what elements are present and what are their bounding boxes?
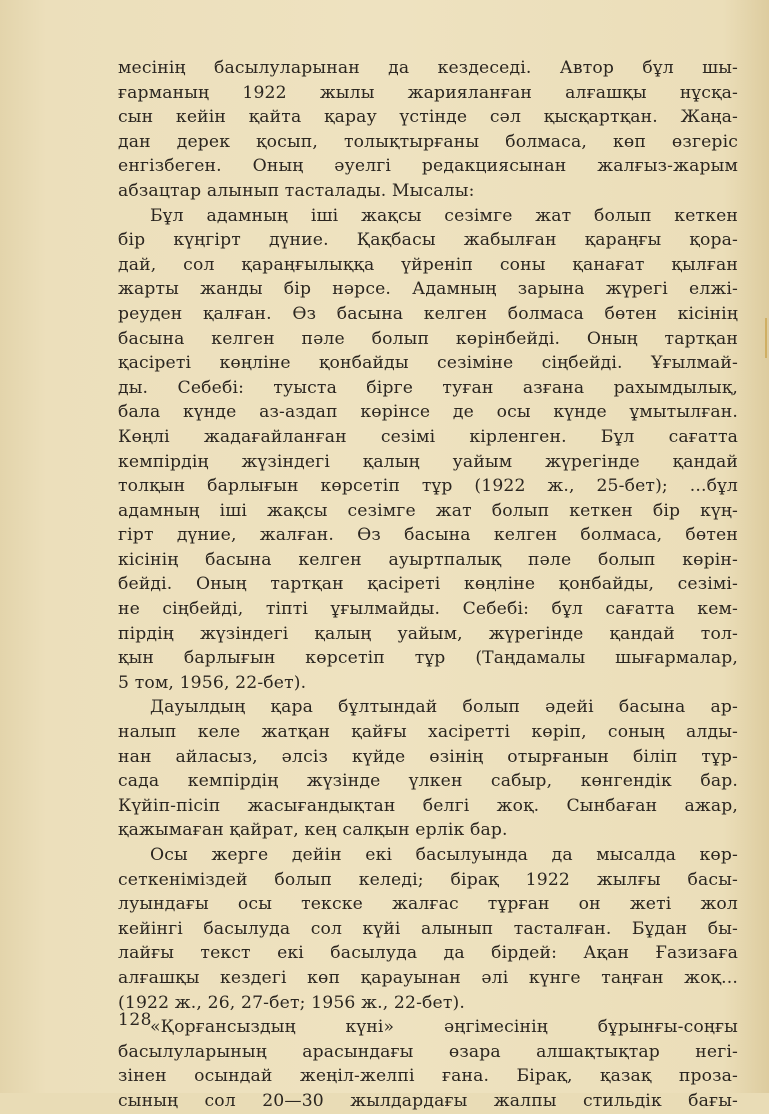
page-number: 128 xyxy=(118,1010,152,1030)
text-line: бір күңгірт дүние. Қақбасы жабылған қараңғы қора- xyxy=(118,230,738,251)
paragraph xyxy=(118,204,738,696)
text-line: кісінің басына келген ауыртпалық пәле болып көрін- xyxy=(118,549,738,570)
text-line: қын барлығын көрсетіп тұр (Таңдамалы шығармалар, xyxy=(118,648,738,669)
body-text xyxy=(118,56,738,1114)
text-line: абзацтар алынып тасталады. Мысалы: xyxy=(118,180,475,201)
text-line: қажымаған қайрат, кең салқын ерлік бар. xyxy=(118,820,508,841)
text-line: алғашқы кездегі көп қарауынан әлі күнге таңған жоқ... xyxy=(118,967,738,988)
text-line: енгізбеген. Оның әуелгі редакциясынан жалғыз-жарым xyxy=(118,156,738,177)
text-line: ды. Себебі: туыста бірге туған азғана рахымдылық, xyxy=(118,377,738,398)
text-line: дай, сол қараңғылыққа үйреніп соны қанағат қылған xyxy=(118,254,738,275)
text-line: дан дерек қосып, толықтырғаны болмаса, көп өзгеріс xyxy=(118,131,738,152)
text-line: сын кейін қайта қарау үстінде сәл қысқартқан. Жаңа- xyxy=(118,107,738,128)
text-line: Күйіп-пісіп жасығандықтан белгі жоқ. Сынбаған ажар, xyxy=(118,795,738,816)
text-line: жарты жанды бір нәрсе. Адамның зарына жүрегі елжі- xyxy=(118,279,738,300)
paragraph xyxy=(118,843,738,1015)
paragraph xyxy=(118,695,738,843)
text-line: пірдің жүзіндегі қалың уайым, жүрегінде қандай тол- xyxy=(118,623,738,644)
text-line: луындағы осы текске жалғас тұрған он жеті жол xyxy=(118,894,738,915)
text-line: кейінгі басылуда сол күйі алынып тасталған. Бұдан бы- xyxy=(118,918,738,939)
text-line: Дауылдың қара бұлтындай болып әдейі басына ар- xyxy=(150,697,738,718)
text-line: толқын барлығын көрсетіп тұр (1922 ж., 25-бет); ...бұл xyxy=(118,476,738,497)
text-line: Көңлі жадағайланған сезімі кірленген. Бұл сағатта xyxy=(118,426,738,447)
text-line: сының сол 20—30 жылдардағы жалпы стильдік бағы- xyxy=(118,1090,738,1111)
text-line: сада кемпірдің жүзінде үлкен сабыр, көнгендік бар. xyxy=(118,771,738,792)
text-line: ғарманың 1922 жылы жарияланған алғашқы нұсқа- xyxy=(118,82,738,103)
text-line: нан айласыз, әлсіз күйде өзінің отырғанын біліп тұр- xyxy=(118,746,738,767)
text-line: адамның іші жақсы сезімге жат болып кеткен бір күң- xyxy=(118,500,738,521)
text-line: басына келген пәле болып көрінбейді. Оның тартқан xyxy=(118,328,738,349)
text-line: басылуларының арасындағы өзара алшақтықтар негі- xyxy=(118,1041,738,1062)
paragraph xyxy=(118,1015,738,1113)
text-line: «Қорғансыздың күні» әңгімесінің бұрынғы-соңғы xyxy=(150,1017,738,1038)
text-line: (1922 ж., 26, 27-бет; 1956 ж., 22-бет). xyxy=(118,992,465,1013)
text-line: не сіңбейді, тіпті ұғылмайды. Себебі: бұл сағатта кем- xyxy=(118,599,738,620)
text-line: сеткеніміздей болып келеді; бірақ 1922 жылғы басы- xyxy=(118,869,738,890)
text-line: 5 том, 1956, 22-бет). xyxy=(118,672,307,693)
page-edge-mark xyxy=(765,318,767,358)
text-line: кемпірдің жүзіндегі қалың уайым жүрегінде қандай xyxy=(118,451,738,472)
text-line: бейді. Оның тартқан қасіреті көңліне қонбайды, сезімі- xyxy=(118,574,738,595)
text-line: Осы жерге дейін екі басылуында да мысалда көр- xyxy=(150,845,738,865)
text-line: Бұл адамның іші жақсы сезімге жат болып кеткен xyxy=(150,205,738,226)
text-line: бала күнде аз-аздап көрінсе де осы күнде ұмытылған. xyxy=(118,402,738,423)
text-line: зінен осындай жеңіл-желпі ғана. Бірақ, қазақ проза- xyxy=(118,1066,738,1087)
text-line: лайғы текст екі басылуда да бірдей: Ақан Ғазизаға xyxy=(118,943,738,964)
text-line: месінің басылуларынан да кездеседі. Автор бұл шы- xyxy=(118,58,738,78)
text-line: налып келе жатқан қайғы хасіретті көріп, соның алды- xyxy=(118,722,738,743)
text-line: реуден қалған. Өз басына келген болмаса бөтен кісінің xyxy=(118,303,738,324)
text-line: гірт дүние, жалған. Өз басына келген болмаса, бөтен xyxy=(118,525,738,546)
paragraph xyxy=(118,56,738,204)
text-line: қасіреті көңліне қонбайды сезіміне сіңбейді. Ұғылмай- xyxy=(118,353,738,374)
